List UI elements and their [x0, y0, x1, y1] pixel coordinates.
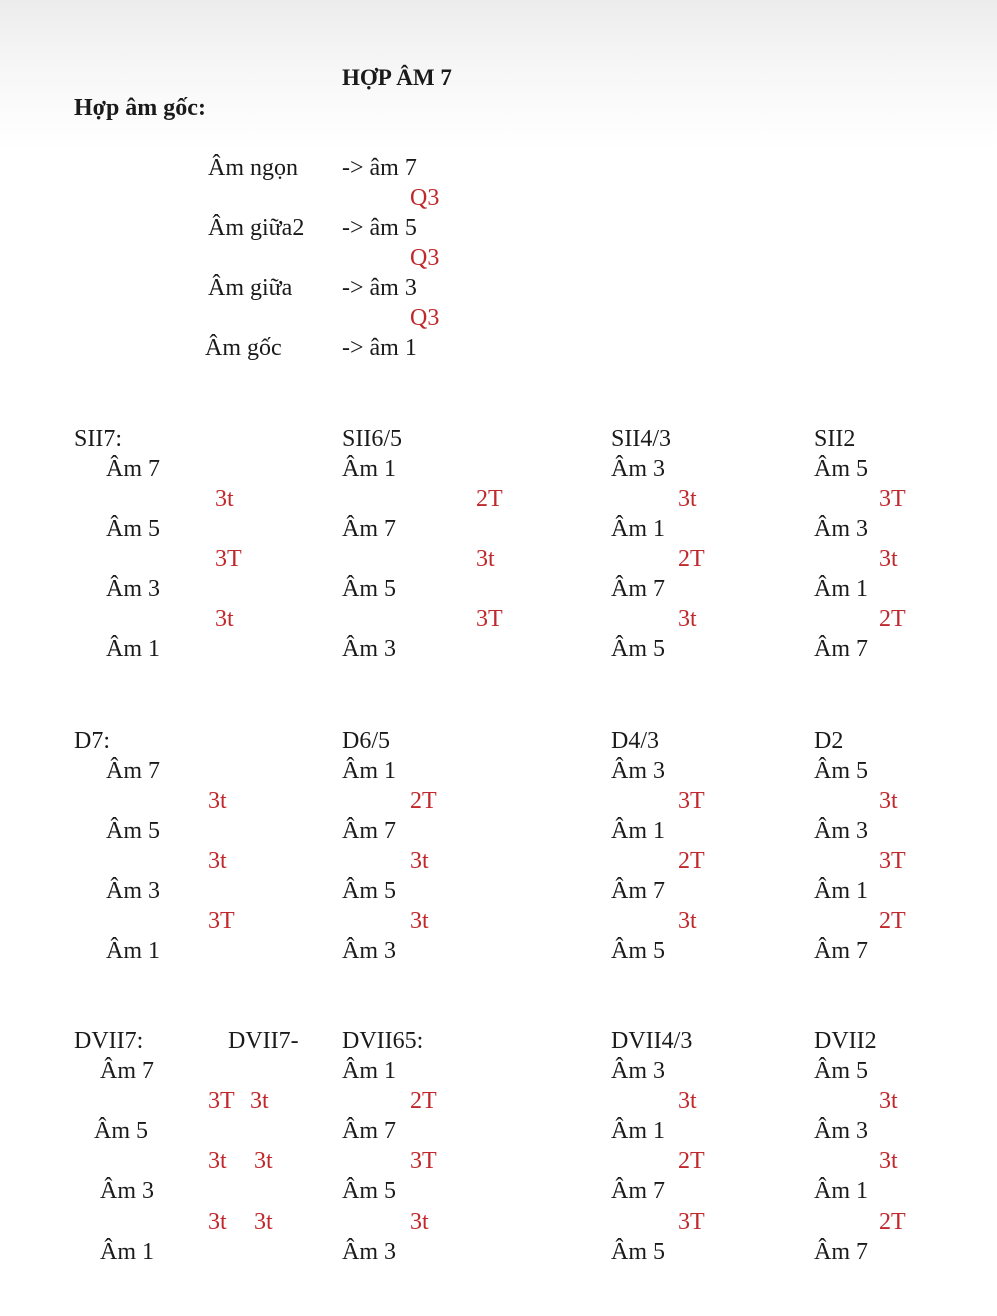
chord-note: Âm 3 [814, 516, 868, 542]
chord-interval: 3t [879, 1088, 898, 1114]
chord-name: SII2 [814, 426, 856, 452]
chord-interval: 3t [678, 908, 697, 934]
chord-interval: 2T [879, 1209, 906, 1235]
chord-interval: 3t [208, 788, 227, 814]
chord-note: Âm 7 [611, 878, 665, 904]
chord-note: Âm 3 [106, 878, 160, 904]
chord-interval: 3t [678, 1088, 697, 1114]
chord-note: Âm 3 [100, 1178, 154, 1204]
chord-note: Âm 3 [814, 818, 868, 844]
chord-interval: 3T [215, 546, 242, 572]
root-row-arrow: -> âm 3 [342, 275, 417, 301]
chord-note: Âm 7 [611, 1178, 665, 1204]
chord-interval-alt: 3t [250, 1088, 269, 1114]
chord-name: DVII65: [342, 1028, 424, 1054]
chord-note: Âm 1 [342, 758, 396, 784]
root-chord-heading: Hợp âm gốc: [74, 95, 206, 121]
chord-interval: 3t [208, 848, 227, 874]
chord-note: Âm 7 [106, 758, 160, 784]
chord-note: Âm 3 [342, 636, 396, 662]
chord-name: D4/3 [611, 728, 659, 754]
chord-interval: 3t [678, 486, 697, 512]
chord-note: Âm 5 [814, 456, 868, 482]
chord-note: Âm 1 [342, 456, 396, 482]
chord-note: Âm 5 [611, 1239, 665, 1265]
chord-interval: 3t [208, 1209, 227, 1235]
chord-name: D7: [74, 728, 110, 754]
chord-note: Âm 3 [342, 938, 396, 964]
root-row-arrow: -> âm 1 [342, 335, 417, 361]
root-interval: Q3 [410, 185, 440, 211]
chord-note: Âm 1 [342, 1058, 396, 1084]
chord-note: Âm 3 [106, 576, 160, 602]
chord-interval: 3t [678, 606, 697, 632]
chord-interval: 3T [410, 1148, 437, 1174]
chord-name: SII6/5 [342, 426, 402, 452]
chord-note: Âm 1 [814, 576, 868, 602]
chord-note: Âm 3 [611, 456, 665, 482]
chord-name: SII7: [74, 426, 122, 452]
chord-interval: 3t [410, 908, 429, 934]
chord-name: D2 [814, 728, 844, 754]
root-row-label: Âm gốc [205, 335, 282, 361]
chord-note: Âm 7 [611, 576, 665, 602]
chord-interval: 3t [410, 848, 429, 874]
root-row-label: Âm giữa2 [208, 215, 305, 241]
chord-interval: 3T [879, 848, 906, 874]
chord-interval: 3t [208, 1148, 227, 1174]
chord-interval: 3T [208, 1088, 235, 1114]
root-row-arrow: -> âm 7 [342, 155, 417, 181]
chord-note: Âm 1 [814, 1178, 868, 1204]
chord-note: Âm 1 [611, 818, 665, 844]
chord-interval-alt: 3t [254, 1148, 273, 1174]
page-title: HỢP ÂM 7 [342, 65, 452, 90]
chord-name-alt: DVII7- [228, 1028, 299, 1054]
chord-note: Âm 7 [100, 1058, 154, 1084]
chord-interval-alt: 3t [254, 1209, 273, 1235]
chord-interval: 3T [208, 908, 235, 934]
chord-interval: 2T [678, 546, 705, 572]
chord-note: Âm 1 [106, 938, 160, 964]
chord-note: Âm 5 [342, 576, 396, 602]
chord-name: DVII2 [814, 1028, 877, 1054]
chord-interval: 3t [879, 546, 898, 572]
chord-note: Âm 5 [814, 758, 868, 784]
chord-interval: 3T [879, 486, 906, 512]
chord-note: Âm 5 [814, 1058, 868, 1084]
chord-note: Âm 1 [611, 516, 665, 542]
chord-interval: 3t [215, 606, 234, 632]
chord-interval: 2T [410, 788, 437, 814]
chord-name: DVII7: [74, 1028, 144, 1054]
chord-interval: 2T [410, 1088, 437, 1114]
chord-interval: 3t [879, 1148, 898, 1174]
chord-note: Âm 3 [611, 758, 665, 784]
chord-note: Âm 7 [342, 818, 396, 844]
chord-interval: 2T [678, 1148, 705, 1174]
chord-name: SII4/3 [611, 426, 671, 452]
chord-interval: 2T [476, 486, 503, 512]
chord-note: Âm 5 [106, 818, 160, 844]
chord-interval: 3t [410, 1209, 429, 1235]
chord-name: D6/5 [342, 728, 390, 754]
chord-note: Âm 5 [94, 1118, 148, 1144]
root-interval: Q3 [410, 245, 440, 271]
chord-note: Âm 1 [100, 1239, 154, 1265]
chord-note: Âm 3 [814, 1118, 868, 1144]
chord-interval: 2T [678, 848, 705, 874]
chord-interval: 2T [879, 908, 906, 934]
root-row-label: Âm ngọn [208, 155, 298, 181]
chord-note: Âm 3 [342, 1239, 396, 1265]
chord-interval: 3T [476, 606, 503, 632]
chord-note: Âm 7 [106, 456, 160, 482]
root-row-arrow: -> âm 5 [342, 215, 417, 241]
chord-note: Âm 7 [814, 938, 868, 964]
root-interval: Q3 [410, 305, 440, 331]
chord-interval: 3T [678, 1209, 705, 1235]
chord-note: Âm 7 [342, 516, 396, 542]
chord-interval: 3t [476, 546, 495, 572]
chord-note: Âm 1 [814, 878, 868, 904]
chord-note: Âm 7 [342, 1118, 396, 1144]
chord-interval: 3t [215, 486, 234, 512]
chord-interval: 2T [879, 606, 906, 632]
chord-note: Âm 7 [814, 1239, 868, 1265]
chord-note: Âm 5 [106, 516, 160, 542]
chord-note: Âm 5 [342, 878, 396, 904]
chord-note: Âm 5 [611, 636, 665, 662]
chord-note: Âm 3 [611, 1058, 665, 1084]
chord-note: Âm 5 [342, 1178, 396, 1204]
chord-note: Âm 1 [611, 1118, 665, 1144]
chord-interval: 3t [879, 788, 898, 814]
chord-name: DVII4/3 [611, 1028, 693, 1054]
chord-note: Âm 5 [611, 938, 665, 964]
chord-note: Âm 7 [814, 636, 868, 662]
chord-interval: 3T [678, 788, 705, 814]
chord-note: Âm 1 [106, 636, 160, 662]
root-row-label: Âm giữa [208, 275, 293, 301]
